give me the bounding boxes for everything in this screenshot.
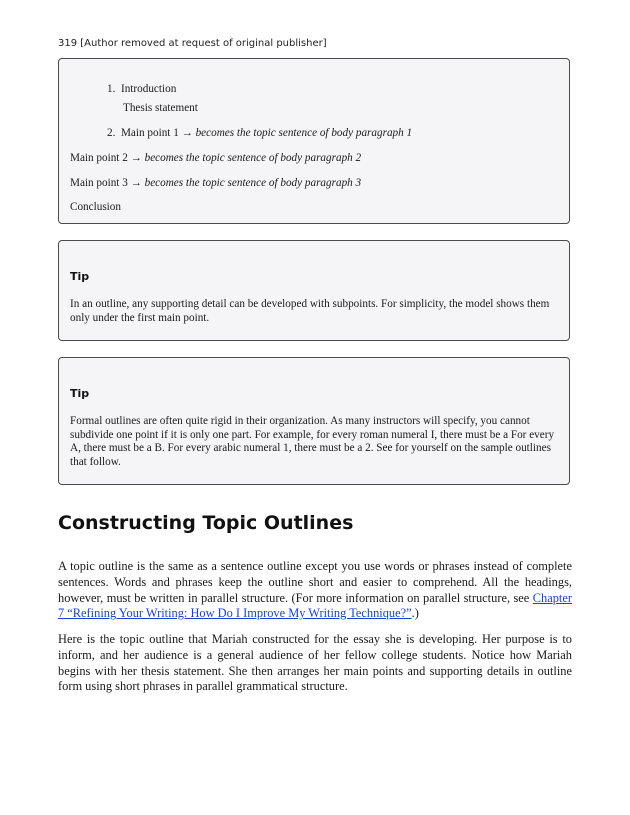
outline-item-label: Main point 1 <box>120 127 179 139</box>
arrow-icon: → <box>181 127 193 139</box>
tip-text: In an outline, any supporting detail can be developed with subpoints. For simplicity, the model shows them only under the first main point. <box>70 298 550 324</box>
tip-title: Tip <box>70 270 90 283</box>
running-title: [Author removed at request of original publisher] <box>80 38 327 49</box>
tip-title: Tip <box>70 387 90 400</box>
outline-item-note: becomes the topic sentence of body paragraph 1 <box>195 127 413 139</box>
outline-subitem-thesis: Thesis statement <box>123 102 198 114</box>
outline-item-conclusion: Conclusion <box>70 201 121 213</box>
tip-box-formal-outlines <box>58 357 570 485</box>
outline-item-main-point-3 <box>70 177 361 189</box>
paragraph-mariah-outline: Here is the topic outline that Mariah constructed for the essay she is developing. Her purpose is to inform, and her audience is a general audience of her fellow college students. Notice how Mariah begins with her thesis statement. She then arranges her main points and supporting details in outline form using short phrases in parallel grammatical structure. <box>58 632 572 694</box>
running-header <box>58 38 327 49</box>
arrow-icon: → <box>130 152 142 164</box>
outline-item-label: Introduction <box>120 83 177 95</box>
outline-item-label: Main point 2 <box>70 152 128 164</box>
arrow-icon: → <box>130 177 142 189</box>
section-heading: Constructing Topic Outlines <box>58 512 354 534</box>
outline-box <box>58 58 570 224</box>
paragraph-topic-outline-definition <box>58 559 572 622</box>
paragraph-text-end: .) <box>411 606 419 621</box>
chapter-7-link[interactable]: Chapter 7 “Refining Your Writing: How Do I Improve My Writing Technique?” <box>58 590 572 621</box>
outline-item-number: 1. <box>107 83 116 95</box>
outline-item-introduction <box>107 83 176 95</box>
outline-item-note: becomes the topic sentence of body paragraph 2 <box>144 152 362 164</box>
outline-item-main-point-1 <box>107 127 412 139</box>
outline-item-label: Main point 3 <box>70 177 128 189</box>
outline-item-note: becomes the topic sentence of body paragraph 3 <box>144 177 362 189</box>
outline-item-main-point-2 <box>70 152 361 164</box>
tip-text: Formal outlines are often quite rigid in their organization. As many instructors will specify, you cannot subdivide one point if it is only one part. For example, for every roman numeral I, there must be a For every A, there must be a B. For every arabic numeral 1, there must be a 2. See for yourself on the sample outlines that follow. <box>70 415 555 468</box>
tip-box-subpoints <box>58 240 570 341</box>
outline-item-number: 2. <box>107 127 116 139</box>
page-number: 319 <box>58 38 78 49</box>
paragraph-text: A topic outline is the same as a sentence outline except you use words or phrases instead of complete sentences. Words and phrases keep the outline short and easier to comprehend. All the headings, however, must be written in parallel structure. (For more information on parallel structure, see <box>58 559 572 605</box>
